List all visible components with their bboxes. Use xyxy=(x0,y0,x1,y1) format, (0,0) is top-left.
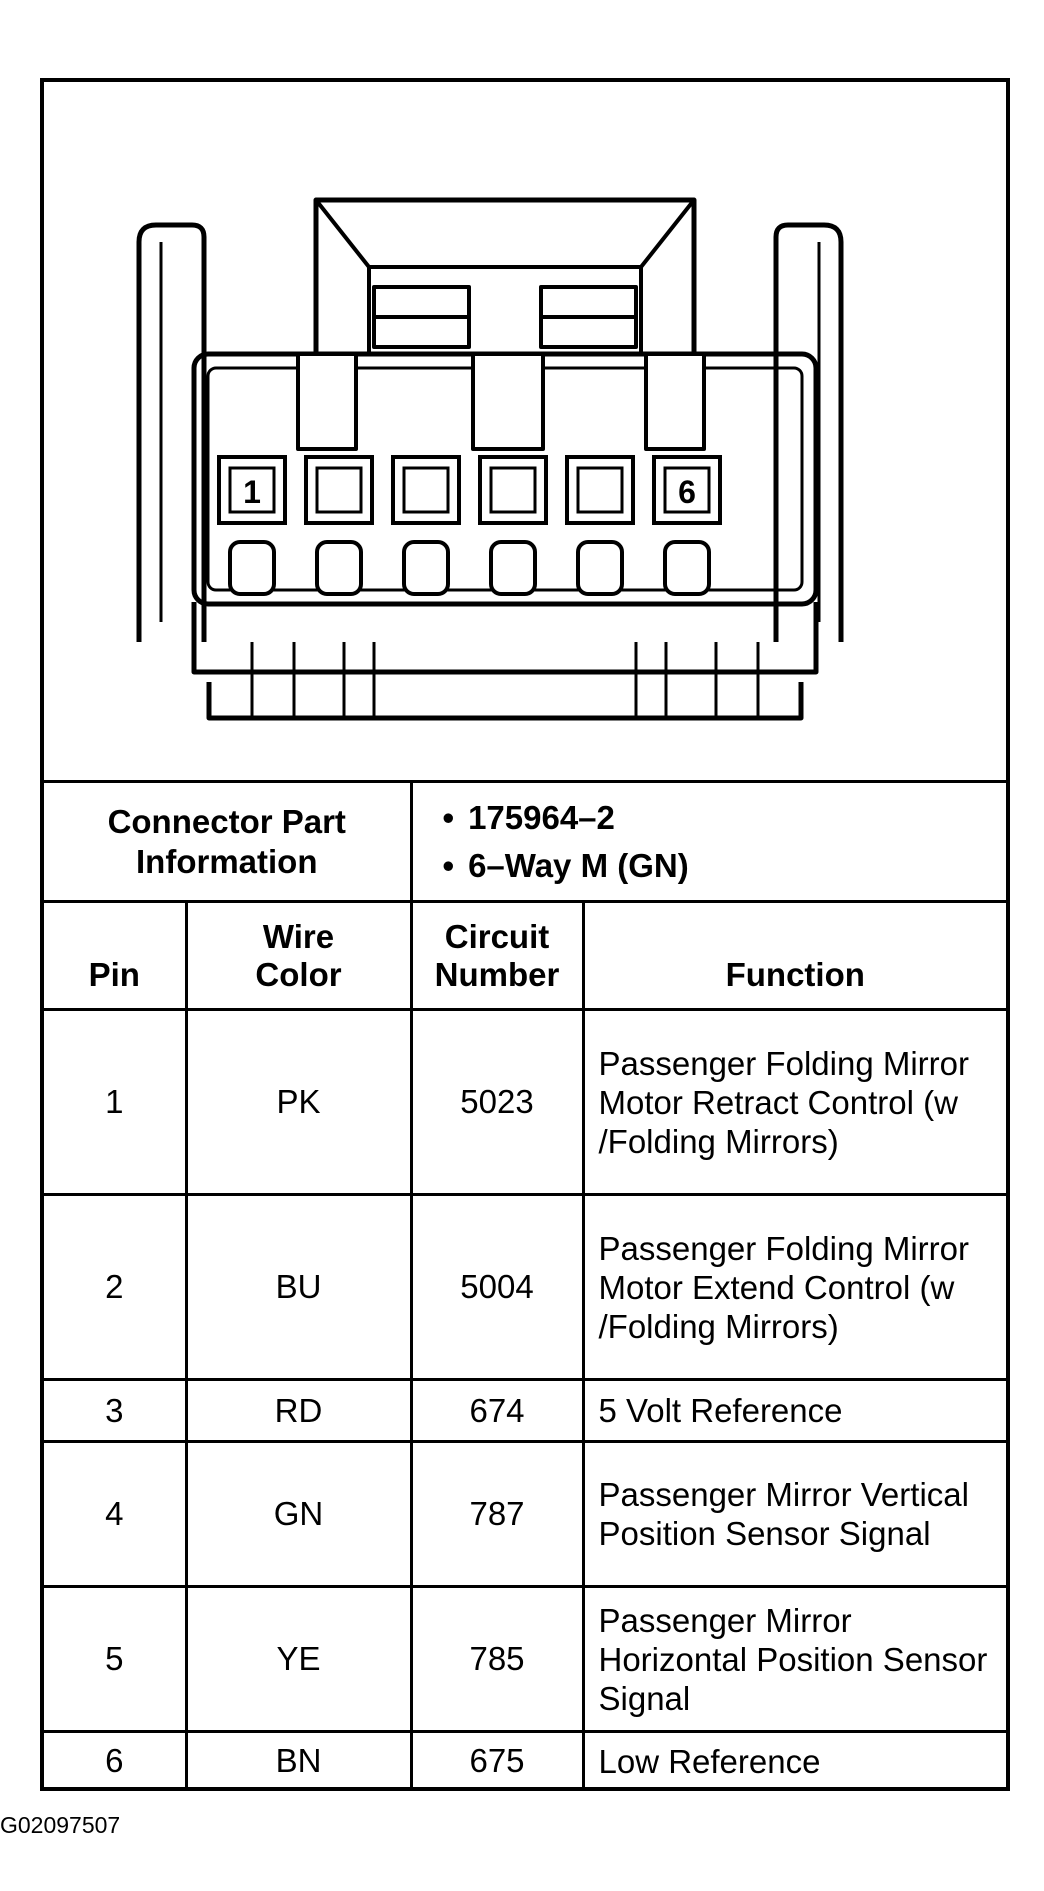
table-row xyxy=(44,1195,1006,1380)
circuit-cell: 787 xyxy=(411,1442,583,1587)
col-header-function: Function xyxy=(583,902,1006,1010)
wire-color-cell: YE xyxy=(186,1587,411,1732)
pin-label-6: 6 xyxy=(678,474,696,510)
column-header-row xyxy=(44,902,1006,1010)
table-row xyxy=(44,1442,1006,1587)
pin-cell: 3 xyxy=(44,1380,186,1442)
function-cell: Passenger Folding Mirror Motor Extend Control (w /Folding Mirrors) xyxy=(583,1195,1006,1380)
connector-info-items xyxy=(411,782,1006,902)
function-cell: Passenger Folding Mirror Motor Retract Control (w /Folding Mirrors) xyxy=(583,1010,1006,1195)
col-header-pin: Pin xyxy=(44,902,186,1010)
table-row xyxy=(44,1380,1006,1442)
function-cell: Passenger Mirror Vertical Position Sensor Signal xyxy=(583,1442,1006,1587)
connector-type: • 6–Way M (GN) xyxy=(443,842,1007,890)
circuit-cell: 5004 xyxy=(411,1195,583,1380)
part-number: • 175964–2 xyxy=(443,794,1007,842)
pin-cell: 2 xyxy=(44,1195,186,1380)
pinout-table xyxy=(44,780,1006,1790)
circuit-cell: 674 xyxy=(411,1380,583,1442)
cavity-4 xyxy=(480,457,546,594)
table-row xyxy=(44,1587,1006,1732)
wire-color-cell: RD xyxy=(186,1380,411,1442)
circuit-cell: 675 xyxy=(411,1732,583,1790)
pin-cell: 5 xyxy=(44,1587,186,1732)
connector-info-label: Connector Part Information xyxy=(44,782,411,902)
wire-color-cell: BU xyxy=(186,1195,411,1380)
function-cell: Passenger Mirror Horizontal Position Sensor Signal xyxy=(583,1587,1006,1732)
circuit-cell: 5023 xyxy=(411,1010,583,1195)
pin-cell: 4 xyxy=(44,1442,186,1587)
wire-color-cell: PK xyxy=(186,1010,411,1195)
figure-id: G02097507 xyxy=(0,1812,121,1838)
wire-color-cell: GN xyxy=(186,1442,411,1587)
function-cell: 5 Volt Reference xyxy=(583,1380,1006,1442)
diagram-frame xyxy=(40,78,1010,1791)
col-header-wire-color: Wire Color xyxy=(186,902,411,1010)
cavity-3 xyxy=(393,457,459,594)
pin-label-1: 1 xyxy=(243,474,261,510)
pin-cell: 1 xyxy=(44,1010,186,1195)
circuit-cell: 785 xyxy=(411,1587,583,1732)
cavity-2 xyxy=(306,457,372,594)
wire-color-cell: BN xyxy=(186,1732,411,1790)
connector-info-row xyxy=(44,782,1006,902)
function-cell: Low Reference xyxy=(583,1732,1006,1790)
pin-cell: 6 xyxy=(44,1732,186,1790)
col-header-circuit-number: Circuit Number xyxy=(411,902,583,1010)
cavity-5 xyxy=(567,457,633,594)
table-row xyxy=(44,1732,1006,1790)
connector-face-drawing xyxy=(44,82,1006,782)
table-row xyxy=(44,1010,1006,1195)
